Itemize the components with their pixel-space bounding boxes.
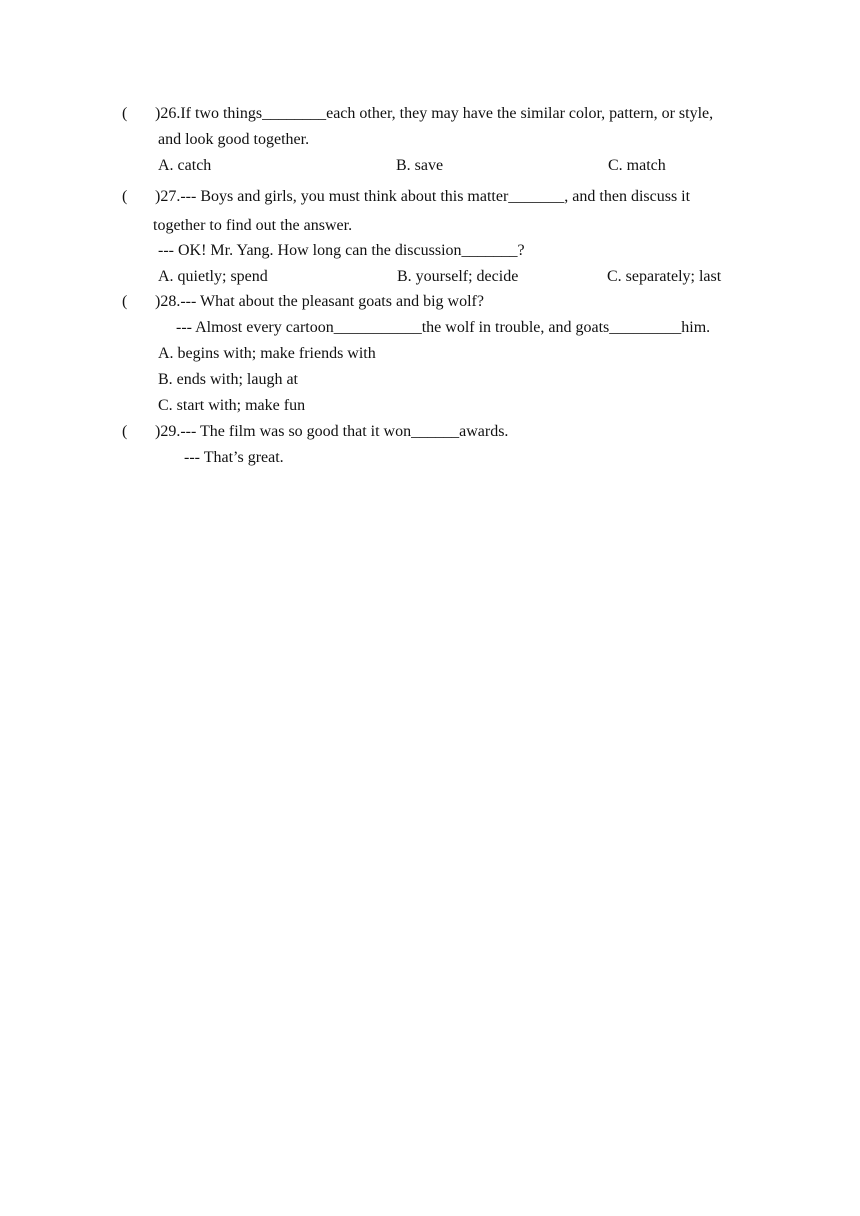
dialogue-reply: --- That’s great. [184, 449, 284, 466]
dialogue-reply: --- Almost every cartoon___________the wolf in trouble, and goats_________him. [176, 319, 711, 336]
question-stem: )29.--- The film was so good that it won______awards. [155, 423, 509, 440]
question-stem: )26.If two things________each other, they may have the similar color, pattern, or style, [155, 105, 714, 122]
question-stem-continued: and look good together. [158, 131, 310, 148]
option-c: C. match [608, 157, 666, 174]
option-b: B. yourself; decide [397, 268, 519, 285]
answer-paren: ( [122, 188, 128, 205]
question-stem: )27.--- Boys and girls, you must think about this matter_______, and then discuss it [155, 188, 691, 205]
question-stem-continued: together to find out the answer. [153, 217, 353, 234]
answer-paren: ( [122, 105, 128, 122]
answer-paren: ( [122, 293, 128, 310]
question-stem: )28.--- What about the pleasant goats and big wolf? [155, 293, 484, 310]
option-a: A. catch [158, 157, 212, 174]
option-a: A. begins with; make friends with [158, 345, 376, 362]
answer-paren: ( [122, 423, 128, 440]
option-b: B. ends with; laugh at [158, 371, 298, 388]
option-a: A. quietly; spend [158, 268, 268, 285]
option-c: C. start with; make fun [158, 397, 306, 414]
option-c: C. separately; last [607, 268, 722, 285]
dialogue-reply: --- OK! Mr. Yang. How long can the discussion_______? [158, 242, 525, 259]
option-b: B. save [396, 157, 444, 174]
